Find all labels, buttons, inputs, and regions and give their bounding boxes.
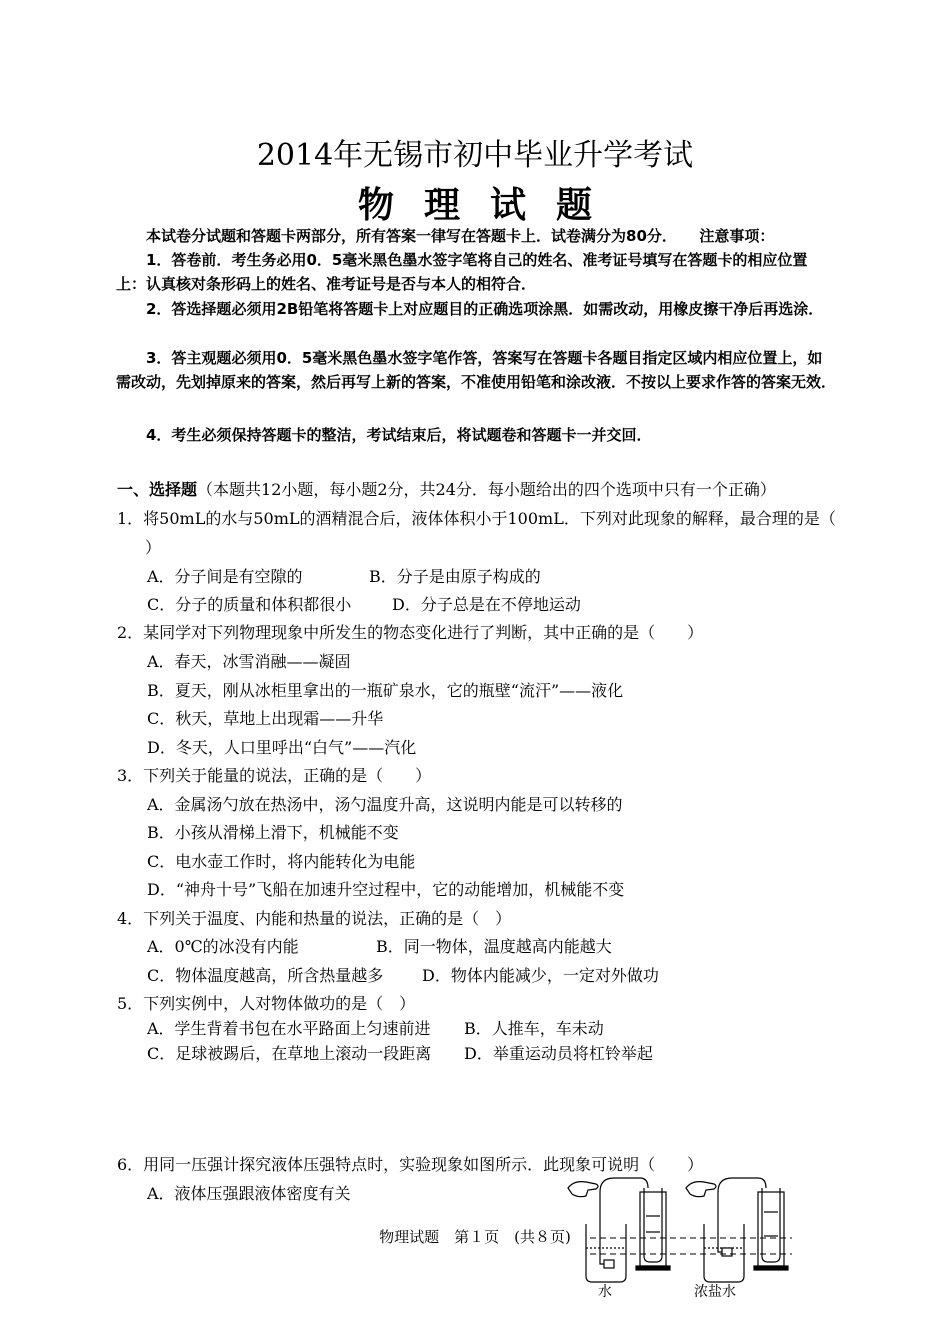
q4-option-a: A．0℃的冰没有内能	[147, 937, 299, 956]
section-heading	[117, 477, 776, 500]
q6-option-a: A．液体压强跟液体密度有关	[147, 1184, 351, 1203]
page-title: 2014年无锡市初中毕业升学考试	[256, 138, 694, 173]
page-footer: 物理试题 第１页 (共８页)	[379, 1228, 571, 1246]
q5-option-b: B．人推车，车未动	[464, 1019, 604, 1038]
q5-option-d: D．举重运动员将杠铃举起	[464, 1044, 653, 1063]
q5-option-c: C．足球被踢后，在草地上滚动一段距离	[147, 1044, 432, 1063]
notice-intro: 本试卷分试题和答题卡两部分，所有答案一律写在答题卡上．试卷满分为80分． 注意事项：	[146, 227, 775, 245]
q1-stem: 1．将50mL的水与50mL的酒精混合后，液体体积小于100mL．下列对此现象的解释，最合理的是（	[117, 509, 836, 528]
q2-option-d: D．冬天，人口里呼出“白气”——汽化	[147, 738, 417, 757]
q3-stem: 3．下列关于能量的说法，正确的是（ ）	[117, 766, 432, 785]
notice-item-4: 4．考生必须保持答题卡的整洁，考试结束后，将试题卷和答题卡一并交回．	[146, 426, 652, 444]
q5-stem: 5．下列实例中，人对物体做功的是（ ）	[117, 994, 416, 1013]
page-subtitle: 物理试题	[357, 184, 622, 226]
q1-option-c: C．分子的质量和体积都很小	[147, 595, 352, 614]
q3-option-b: B．小孩从滑梯上滑下，机械能不变	[147, 823, 399, 842]
q2-option-b: B．夏天，刚从冰柜里拿出的一瓶矿泉水，它的瓶壁“流汗”——液化	[147, 681, 624, 700]
q2-option-c: C．秋天，草地上出现霜——升华	[147, 709, 384, 728]
q1-stem-end: ）	[145, 538, 162, 557]
section-description: （本题共12小题，每小题2分，共24分．每小题给出的四个选项中只有一个正确）	[197, 480, 776, 499]
figure-label-brine: 浓盐水	[694, 1284, 736, 1300]
notice-item-1: 1．答卷前．考生务必用0．5毫米黑色墨水签字笔将自己的姓名、准考证号填写在答题卡的相应位置上：认真核对条形码上的姓名、准考证号是否与本人的相符合．	[116, 251, 808, 293]
notice-item-3: 3．答主观题必须用0．5毫米黑色墨水签字笔作答，答案写在答题卡各题目指定区域内相应位置上，如需改动，先划掉原来的答案，然后再写上新的答案，不准使用铅笔和涂改液．不按以上要求作答的答案无效．	[116, 349, 837, 391]
q1-option-a: A．分子间是有空隙的	[147, 567, 303, 586]
q3-option-a: A．金属汤勺放在热汤中，汤勺温度升高，这说明内能是可以转移的	[147, 795, 623, 814]
q3-option-c: C．电水壶工作时，将内能转化为电能	[147, 852, 416, 871]
notice-item-2: 2．答选择题必须用2B铅笔将答题卡上对应题目的正确选项涂黑．如需改动，用橡皮擦干净后再选涂．	[146, 300, 824, 318]
section-title: 一、选择题	[117, 480, 198, 499]
q1-option-d: D．分子总是在不停地运动	[392, 595, 581, 614]
figure-label-water: 水	[598, 1284, 612, 1300]
q2-option-a: A．春天，冰雪消融——凝固	[147, 652, 351, 671]
q1-option-b: B．分子是由原子构成的	[369, 567, 541, 586]
q4-option-b: B．同一物体，温度越高内能越大	[376, 937, 612, 956]
q3-option-d: D．“神舟十号”飞船在加速升空过程中，它的动能增加，机械能不变	[147, 880, 625, 899]
q6-stem: 6．用同一压强计探究液体压强特点时，实验现象如图所示．此现象可说明（ ）	[117, 1155, 704, 1174]
q4-option-d: D．物体内能减少，一定对外做功	[422, 966, 659, 985]
q2-stem: 2．某同学对下列物理现象中所发生的物态变化进行了判断，其中正确的是（ ）	[117, 623, 704, 642]
q4-stem: 4．下列关于温度、内能和热量的说法，正确的是（ ）	[117, 909, 512, 928]
q5-option-a: A．学生背着书包在水平路面上匀速前进	[147, 1019, 431, 1038]
q4-option-c: C．物体温度越高，所含热量越多	[147, 966, 384, 985]
